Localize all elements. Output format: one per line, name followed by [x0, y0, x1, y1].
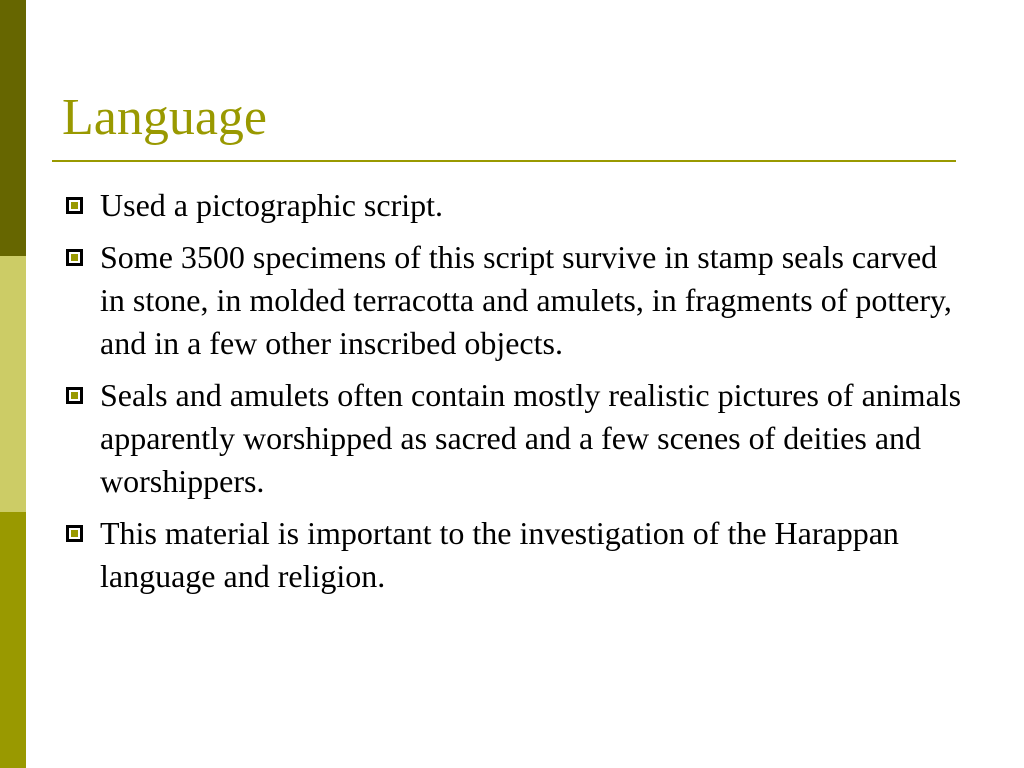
bullet-list: [62, 184, 962, 607]
square-bullet-icon: [66, 197, 83, 214]
square-bullet-icon: [66, 525, 83, 542]
bullet-item: [62, 512, 962, 598]
bullet-item: [62, 184, 962, 227]
bullet-text: Seals and amulets often contain mostly realistic pictures of animals apparently worshipped as sacred and a few scenes of deities and worshippers.: [100, 377, 962, 499]
title-underline: [52, 160, 956, 162]
square-bullet-icon: [66, 249, 83, 266]
bullet-text: Used a pictographic script.: [100, 187, 443, 223]
bullet-item: [62, 374, 962, 503]
side-accent-bar: [0, 0, 26, 768]
side-bar-olive-segment: [0, 512, 26, 768]
side-bar-light-segment: [0, 256, 26, 512]
bullet-text: Some 3500 specimens of this script survive in stamp seals carved in stone, in molded terracotta and amulets, in fragments of pottery, and in a few other inscribed objects.: [100, 239, 952, 361]
square-bullet-icon: [66, 387, 83, 404]
slide-title: Language: [62, 89, 268, 146]
bullet-item: [62, 236, 962, 365]
side-bar-dark-segment: [0, 0, 26, 256]
bullet-text: This material is important to the investigation of the Harappan language and religion.: [100, 515, 899, 594]
